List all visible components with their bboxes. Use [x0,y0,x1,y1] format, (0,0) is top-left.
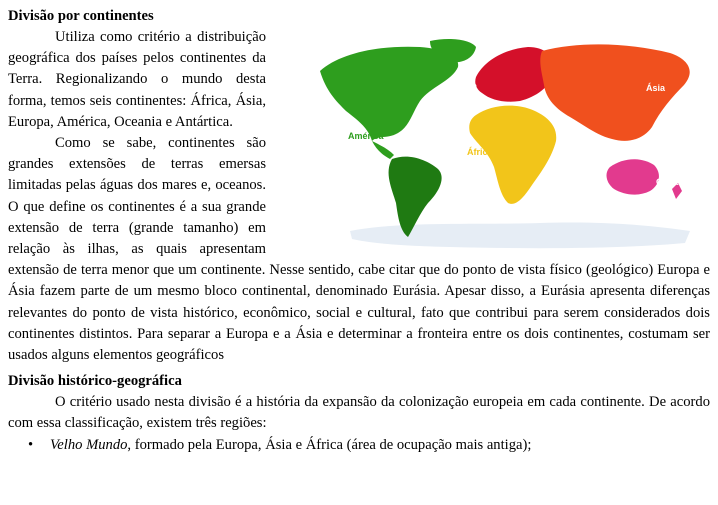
bullet-icon: • [28,436,34,453]
world-map-continents [280,31,712,259]
map-label-asia: Ásia [646,83,666,93]
paragraph-historical-criterion: O critério usado nesta divisão é a história da expansão da colonização europeia em cada continente. De acordo com essa classificação, existem três regiões: [8,394,710,432]
section-title-historical: Divisão histórico-geográfica [8,373,182,390]
list-item-text: , formado pela Europa, Ásia e África (área de ocupação mais antiga); [127,436,532,453]
paragraph-continents-definition: Como se sabe, continentes são grandes extensões de terras emersas limitadas pelas águas dos mares e, oceanos. O que define os continentes é a sua grande extensão de terra (grande tamanho) em relação às ilhas, as quais apresentam extensão de terra menor que um continente. Nesse sentido, cabe citar que do ponto de vista físico (geológico) Europa e Ásia fazem parte de um mesmo bloco continental, denominado Eurásia. Apesar disso, a Eurásia apresenta diferenças relevantes do ponto de vista histórico, econômico, social e cultural, fato que contribui para serem considerados dois continentes distintos. Para separar a Europa e a Ásia e determinar a fronteira entre os dois continentes, costumam ser usados alguns elementos geográficos [8,135,710,364]
section-title-continents: Divisão por continentes [8,8,154,24]
map-label-oceania: Oceania [656,177,692,187]
map-label-africa: África [467,147,493,157]
paragraph-criterion: Utiliza como critério a distribuição geográfica dos países pelos continentes da Terra. Regionalizando o mundo desta forma, temos seis continentes: África, Ásia, Europa, América, Oceania e Antártica. [8,29,266,130]
document-body [8,6,710,456]
list-item [8,435,710,456]
regions-list [8,435,710,456]
list-item-term: Velho Mundo [50,436,128,453]
map-label-america: América [348,131,384,141]
map-label-europa: Europa [446,81,478,91]
